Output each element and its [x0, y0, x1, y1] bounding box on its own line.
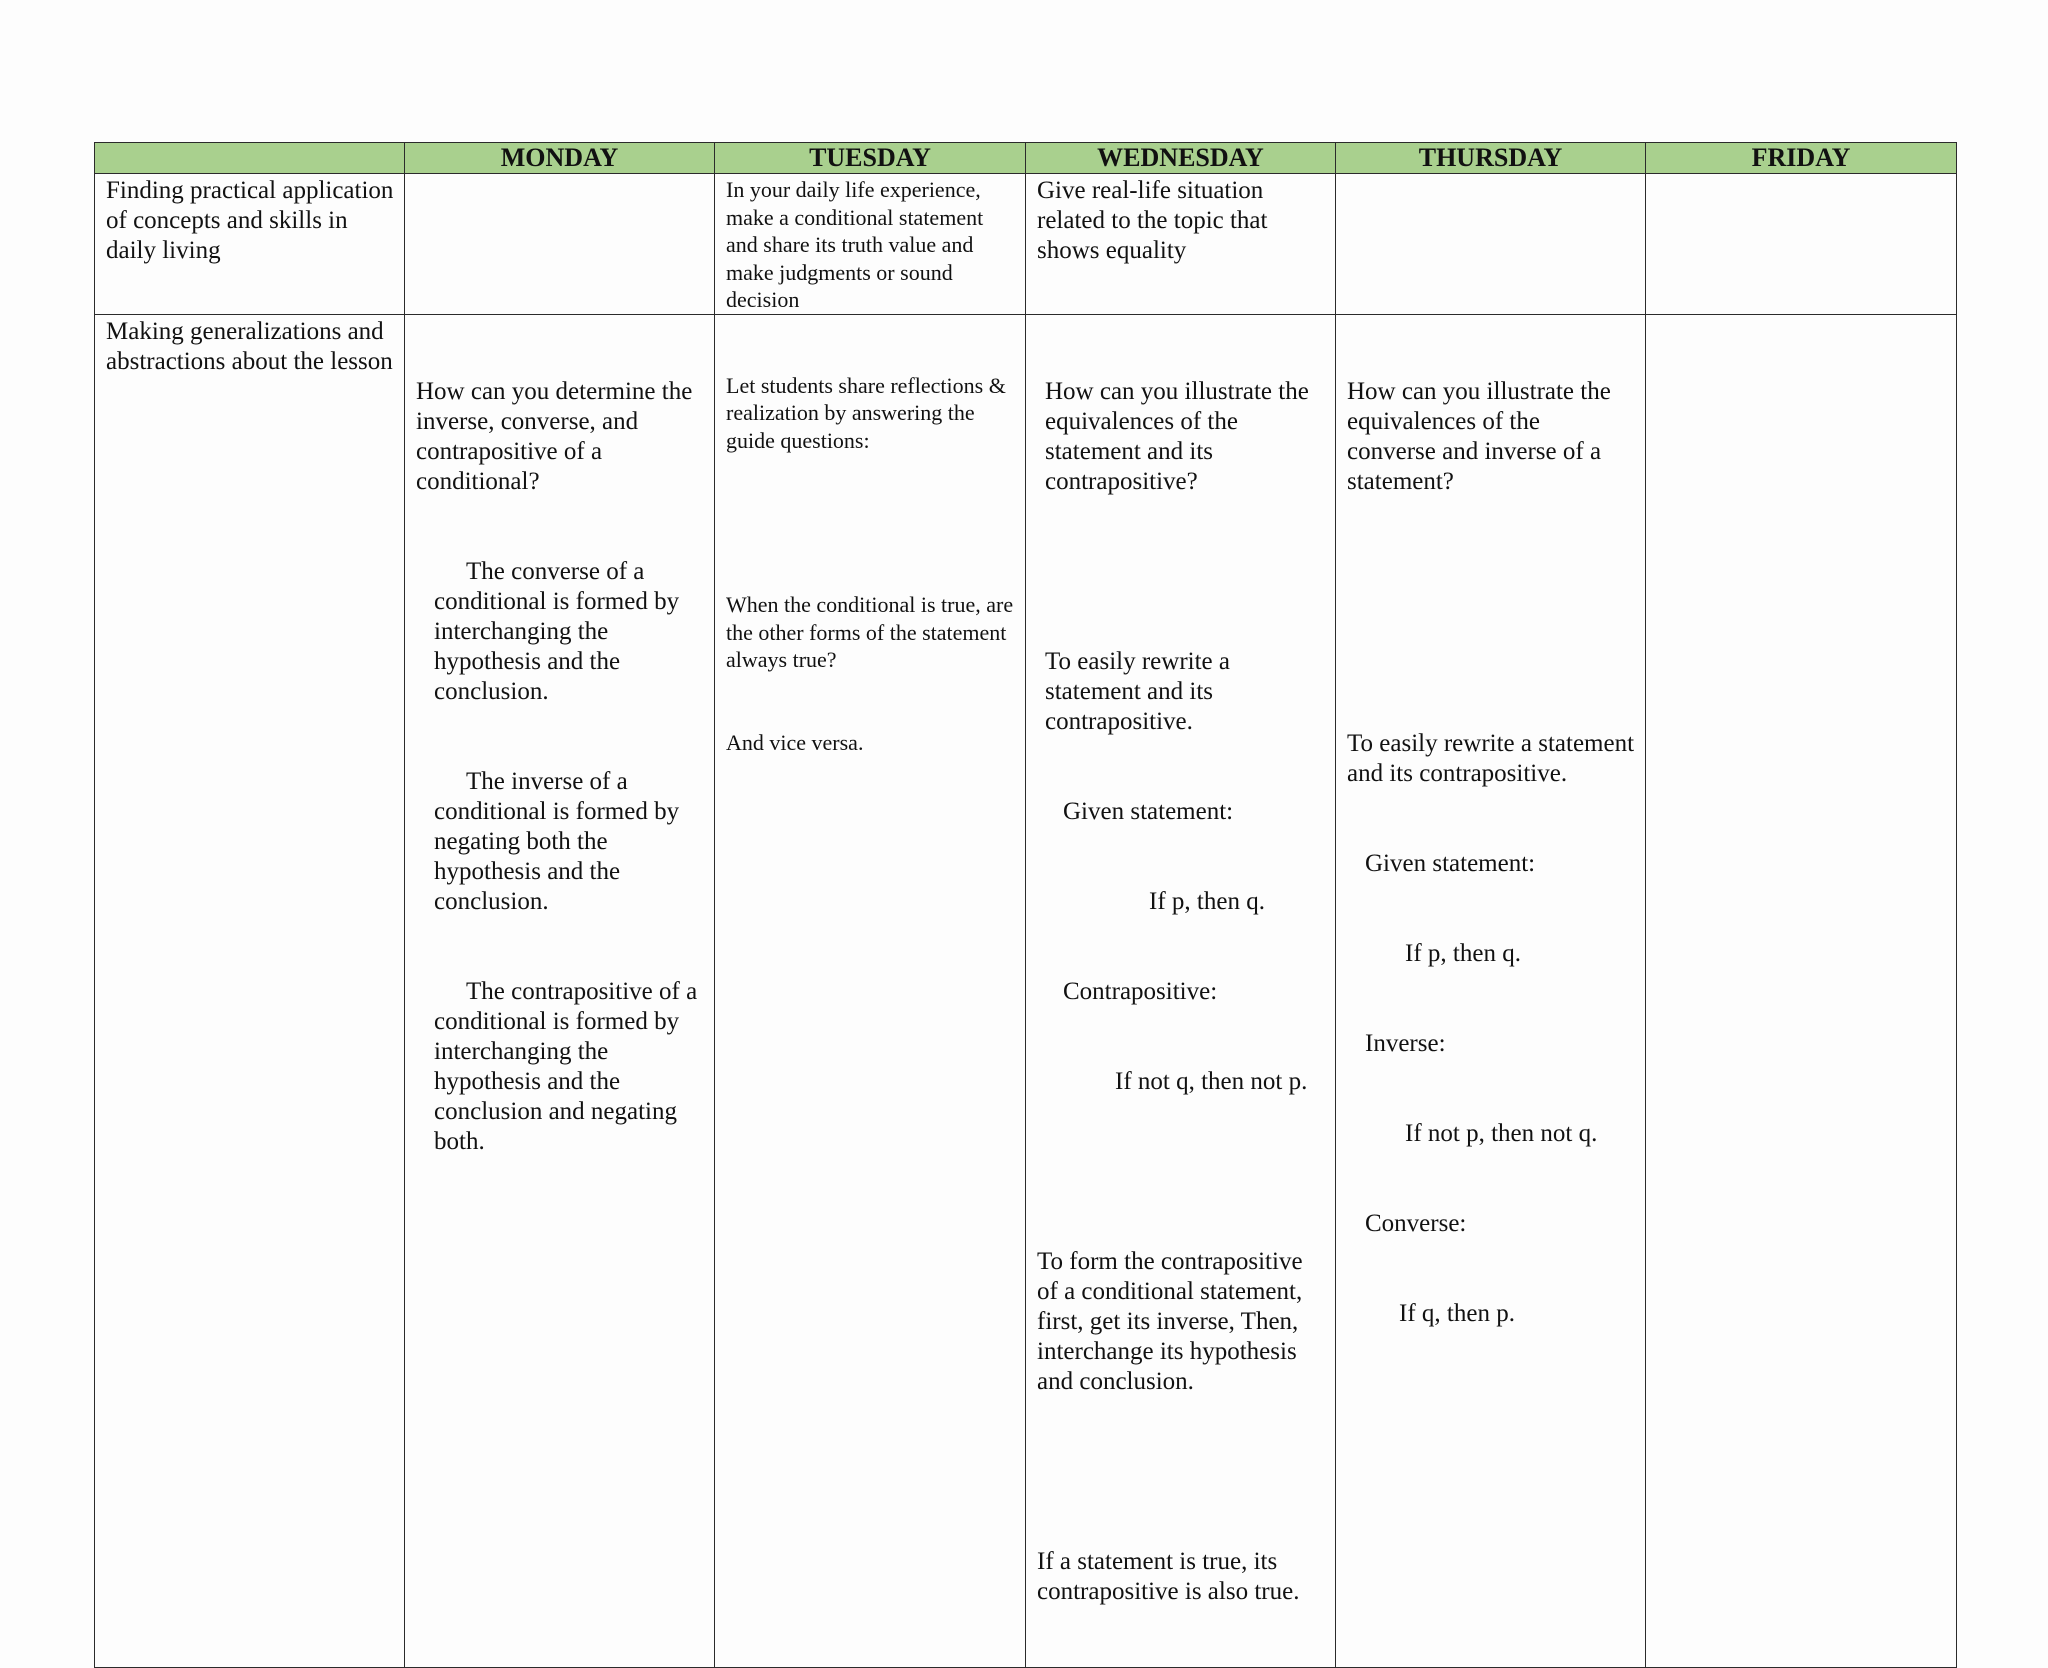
wednesday-contrapositive-statement: If not q, then not p. — [1115, 1067, 1308, 1095]
row-label-generalization: Making generalizations and abstractions about the lesson — [106, 317, 393, 375]
generalization-wednesday-cell — [1026, 314, 1336, 1667]
application-monday-text — [405, 174, 714, 176]
wednesday-question: How can you illustrate the equivalences of the statement and its contrapositive? — [1045, 377, 1316, 495]
thursday-rewrite: To easily rewrite a statement and its contrapositive. — [1347, 729, 1641, 787]
wednesday-rewrite: To easily rewrite a statement and its contrapositive. — [1045, 647, 1237, 735]
wednesday-truth-note: If a statement is true, its contrapositive is also true. — [1037, 1547, 1300, 1605]
application-thursday-cell — [1336, 174, 1646, 315]
header-tuesday: TUESDAY — [715, 143, 1026, 174]
thursday-converse-label: Converse: — [1365, 1209, 1467, 1237]
wednesday-form-note: To form the contrapositive of a conditional statement, first, get its inverse, Then, interchange its hypothesis and conclusion. — [1037, 1247, 1309, 1395]
generalization-tuesday-content — [715, 315, 1025, 812]
row-label-cell — [95, 174, 405, 315]
generalization-friday-text — [1646, 315, 1956, 317]
monday-inverse-definition: The inverse of a conditional is formed by negating both the hypothesis and the conclusion. — [434, 767, 686, 915]
header-blank-cell — [95, 143, 405, 174]
row-label-application: Finding practical application of concepts and skills in daily living — [106, 177, 400, 264]
generalization-thursday-content — [1336, 315, 1645, 1389]
generalization-wednesday-content — [1026, 315, 1335, 1667]
row-label-cell — [95, 314, 405, 1667]
monday-contrapositive-definition: The contrapositive of a conditional is formed by interchanging the hypothesis and the conclusion and negating both. — [434, 977, 704, 1155]
header-wednesday: WEDNESDAY — [1026, 143, 1336, 174]
generalization-tuesday-cell — [715, 314, 1026, 1667]
header-thursday: THURSDAY — [1336, 143, 1646, 174]
wednesday-contrapositive-label: Contrapositive: — [1063, 977, 1218, 1005]
wednesday-given-label: Given statement: — [1063, 797, 1234, 825]
thursday-given-label: Given statement: — [1365, 849, 1536, 877]
monday-converse-definition: The converse of a conditional is formed by interchanging the hypothesis and the conclusion. — [434, 557, 686, 705]
tuesday-tail: And vice versa. — [726, 729, 864, 755]
generalization-monday-content — [405, 315, 714, 1217]
monday-question: How can you determine the inverse, converse, and contrapositive of a conditional? — [416, 377, 699, 495]
wednesday-given-statement: If p, then q. — [1149, 887, 1265, 915]
thursday-inverse-label: Inverse: — [1365, 1029, 1446, 1057]
tuesday-question: When the conditional is true, are the other forms of the statement always true? — [726, 592, 1019, 672]
application-tuesday-text: In your daily life experience, make a conditional statement and share its truth value and make judgments or sound decision — [726, 177, 989, 312]
application-friday-cell — [1646, 174, 1957, 315]
application-friday-text — [1646, 174, 1956, 176]
application-wednesday-cell — [1026, 174, 1336, 315]
thursday-inverse-statement: If not p, then not q. — [1405, 1119, 1598, 1147]
application-tuesday-cell — [715, 174, 1026, 315]
table-row-application — [95, 174, 1957, 315]
header-friday: FRIDAY — [1646, 143, 1957, 174]
thursday-converse-statement: If q, then p. — [1399, 1299, 1515, 1327]
tuesday-intro: Let students share reflections & realization by answering the guide questions: — [726, 372, 1012, 453]
application-monday-cell — [405, 174, 715, 315]
lesson-plan-table — [94, 142, 1957, 1668]
table-row-generalization — [95, 314, 1957, 1667]
header-monday: MONDAY — [405, 143, 715, 174]
generalization-monday-cell — [405, 314, 715, 1667]
thursday-question: How can you illustrate the equivalences of the converse and inverse of a statement? — [1347, 377, 1618, 495]
generalization-thursday-cell — [1336, 314, 1646, 1667]
generalization-friday-cell — [1646, 314, 1957, 1667]
application-wednesday-text: Give real-life situation related to the topic that shows equality — [1037, 177, 1274, 264]
thursday-given-statement: If p, then q. — [1405, 939, 1521, 967]
application-thursday-text — [1336, 174, 1645, 176]
header-row — [95, 143, 1957, 174]
